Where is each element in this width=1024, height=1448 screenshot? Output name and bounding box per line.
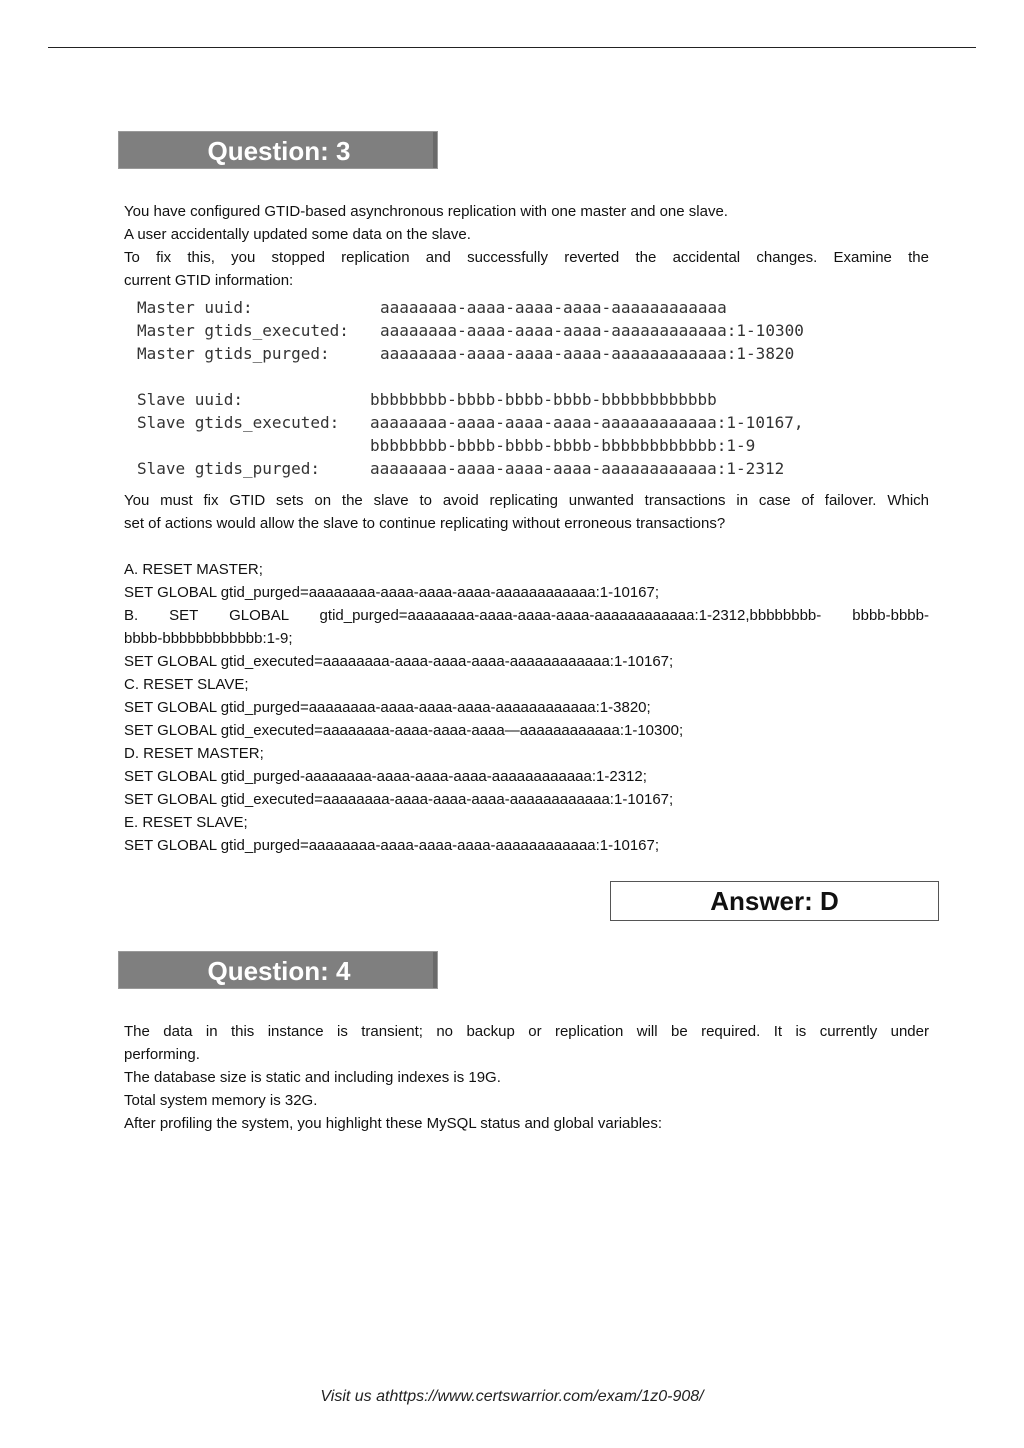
question-3-options: [124, 558, 929, 857]
gtid-row: [137, 388, 857, 411]
option-line: SET GLOBAL gtid_purged=aaaaaaaa-aaaa-aaaa-aaaa-aaaaaaaaaaaa:1-10167;: [124, 584, 660, 601]
gtid-value: aaaaaaaa-aaaa-aaaa-aaaa-aaaaaaaaaaaa:1-10167,: [370, 413, 804, 432]
gtid-value: bbbbbbbb-bbbb-bbbb-bbbb-bbbbbbbbbbbb: [370, 390, 717, 409]
gtid-row: [137, 319, 857, 342]
gtid-row: [137, 342, 857, 365]
question-4-title: Question: 4: [207, 956, 351, 986]
gtid-value: bbbbbbbb-bbbb-bbbb-bbbb-bbbbbbbbbbbb:1-9: [370, 436, 756, 455]
option-line: bbbb-bbbbbbbbbbbb:1-9;: [124, 630, 293, 647]
prompt-line: You must fix GTID sets on the slave to avoid replicating unwanted transactions in case of failover. Which: [124, 492, 929, 509]
option-line: SET GLOBAL gtid_executed=aaaaaaaa-aaaa-aaaa-aaaa-aaaaaaaaaaaa:1-10167;: [124, 791, 674, 808]
gtid-value: aaaaaaaa-aaaa-aaaa-aaaa-aaaaaaaaaaaa:1-2312: [370, 459, 785, 478]
option-line: SET GLOBAL gtid_purged=aaaaaaaa-aaaa-aaaa-aaaa-aaaaaaaaaaaa:1-10167;: [124, 837, 660, 854]
gtid-row: [137, 457, 857, 480]
gtid-value: aaaaaaaa-aaaa-aaaa-aaaa-aaaaaaaaaaaa:1-3820: [380, 344, 795, 363]
option-line: SET GLOBAL gtid_executed=aaaaaaaa-aaaa-aaaa-aaaa—aaaaaaaaaaaa:1-10300;: [124, 722, 684, 739]
intro-line: To fix this, you stopped replication and successfully reverted the accidental changes. Examine the: [124, 249, 929, 266]
body-line: After profiling the system, you highlight these MySQL status and global variables:: [124, 1115, 663, 1132]
gtid-spacer: [137, 365, 857, 388]
intro-line: current GTID information:: [124, 272, 294, 289]
gtid-key: Master uuid:: [137, 298, 253, 317]
option-line: SET GLOBAL gtid_purged=aaaaaaaa-aaaa-aaaa-aaaa-aaaaaaaaaaaa:1-3820;: [124, 699, 651, 716]
option-line: E. RESET SLAVE;: [124, 814, 248, 831]
gtid-key: Master gtids_executed:: [137, 321, 349, 340]
option-line: D. RESET MASTER;: [124, 745, 264, 762]
gtid-key: Slave gtids_executed:: [137, 413, 340, 432]
question-3-prompt: [124, 489, 929, 535]
option-line: SET GLOBAL gtid_purged-aaaaaaaa-aaaa-aaaa-aaaa-aaaaaaaaaaaa:1-2312;: [124, 768, 647, 785]
gtid-row: [137, 411, 857, 434]
gtid-row: [137, 296, 857, 319]
prompt-line: set of actions would allow the slave to continue replicating without erroneous transactions?: [124, 515, 726, 532]
body-line: The data in this instance is transient; no backup or replication will be required. It is currently under: [124, 1023, 929, 1040]
gtid-value: aaaaaaaa-aaaa-aaaa-aaaa-aaaaaaaaaaaa: [380, 298, 727, 317]
gtid-key: Master gtids_purged:: [137, 344, 330, 363]
body-line: The database size is static and including indexes is 19G.: [124, 1069, 501, 1086]
intro-line: You have configured GTID-based asynchronous replication with one master and one slave.: [124, 203, 728, 220]
question-4-banner: [118, 951, 438, 989]
body-line: Total system memory is 32G.: [124, 1092, 318, 1109]
option-line: C. RESET SLAVE;: [124, 676, 249, 693]
answer-box: Answer: D: [610, 881, 939, 921]
question-3-title: Question: 3: [207, 136, 351, 166]
gtid-value: aaaaaaaa-aaaa-aaaa-aaaa-aaaaaaaaaaaa:1-10300: [380, 321, 804, 340]
option-line: B. SET GLOBAL gtid_purged=aaaaaaaa-aaaa-aaaa-aaaa-aaaaaaaaaaaa:1-2312,bbbbbbbb- bbbb-bbbb-: [124, 607, 929, 624]
question-4-body: [124, 1020, 929, 1135]
gtid-info-block: [137, 296, 857, 480]
intro-line: A user accidentally updated some data on the slave.: [124, 226, 471, 243]
gtid-key: Slave gtids_purged:: [137, 459, 321, 478]
option-line: A. RESET MASTER;: [124, 561, 263, 578]
question-3-banner: [118, 131, 438, 169]
gtid-row: [137, 434, 857, 457]
top-rule: [48, 47, 976, 48]
gtid-key: Slave uuid:: [137, 390, 243, 409]
question-3-intro: [124, 200, 929, 292]
body-line: performing.: [124, 1046, 200, 1063]
option-line: SET GLOBAL gtid_executed=aaaaaaaa-aaaa-aaaa-aaaa-aaaaaaaaaaaa:1-10167;: [124, 653, 674, 670]
footer-link-text[interactable]: Visit us athttps://www.certswarrior.com/exam/1z0-908/: [320, 1388, 704, 1405]
